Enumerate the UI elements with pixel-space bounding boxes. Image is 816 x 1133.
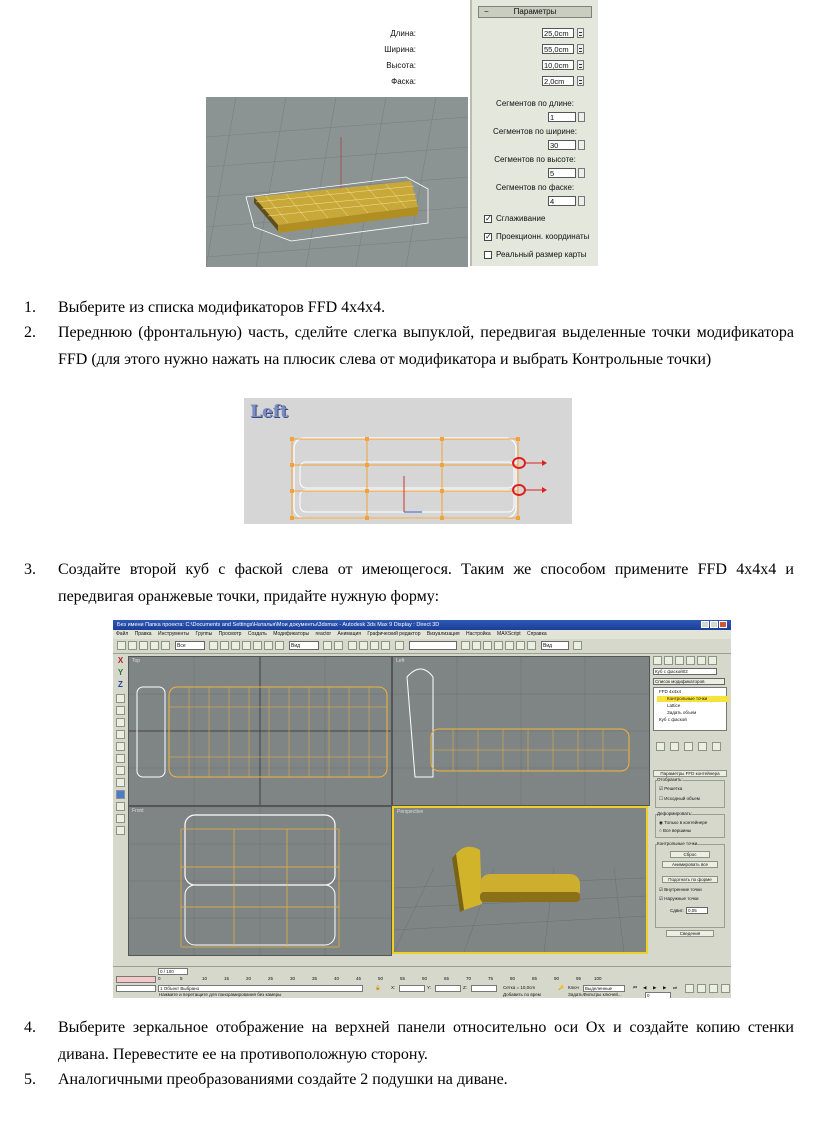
step-number: 1. (24, 299, 36, 316)
ruler-tick: 60 (422, 976, 428, 981)
real-world-map-label: Реальный размер карты (496, 250, 587, 259)
ruler-tick: 90 (554, 976, 560, 981)
display-tab-icon[interactable] (697, 656, 706, 665)
outside-points-checkbox[interactable]: ☑ Наружные точки (659, 896, 699, 901)
key-icon[interactable]: 🔑 (558, 985, 564, 990)
top-viewport[interactable] (128, 656, 392, 806)
axis-y-icon[interactable]: Y (117, 668, 124, 677)
ruler-tick: 80 (510, 976, 516, 981)
left-tool-column (113, 654, 127, 966)
region-select-icon[interactable] (231, 641, 240, 650)
selection-filter-select[interactable]: Все (175, 641, 205, 650)
maxscript-mini[interactable] (116, 985, 156, 992)
orbit-icon[interactable] (721, 984, 730, 993)
display-icon[interactable] (116, 814, 125, 823)
named-selection-sets-select[interactable] (409, 641, 457, 650)
minimize-icon[interactable] (701, 621, 709, 628)
lattice-label: Решетка (664, 786, 683, 791)
step-number: 2. (24, 324, 36, 341)
smooth-checkbox[interactable] (484, 213, 545, 224)
stack-item[interactable]: Куб с фаской (659, 717, 687, 722)
goto-end-icon[interactable]: ⏭ (673, 985, 678, 990)
ruler-tick: 75 (488, 976, 494, 981)
all-vertices-radio[interactable]: ○ Все вершины (659, 828, 692, 833)
menu-edit[interactable]: Правка (134, 631, 152, 637)
ruler-tick: 15 (224, 976, 230, 981)
motion-tab-icon[interactable] (686, 656, 695, 665)
viewport-label: Front (132, 808, 144, 814)
top-viewport-drawing (129, 657, 391, 805)
current-frame-input[interactable]: 0 (645, 992, 671, 998)
curve-editor-icon[interactable] (494, 641, 503, 650)
height-segs-label: Сегментов по высоте: (494, 155, 576, 164)
axis-constraint-icon[interactable] (116, 694, 125, 703)
reactor-icon[interactable] (116, 778, 125, 787)
menu-customize[interactable]: Настройка (466, 631, 491, 637)
all-vertices-label: Все вершины (662, 828, 692, 833)
angle-snap-icon[interactable] (359, 641, 368, 650)
axis-x-icon[interactable]: X (117, 656, 124, 665)
step-text: Аналогичными преобразованиями создайте 2 подушки на диване. (58, 1071, 508, 1088)
viewport-shading-icon[interactable] (116, 742, 125, 751)
scene-explorer-icon[interactable] (116, 718, 125, 727)
rollout-title: Параметры (513, 7, 557, 16)
ruler-tick: 100 (594, 976, 602, 981)
stack-item[interactable]: Lattice (667, 703, 681, 708)
spinner-icon[interactable] (578, 112, 585, 122)
reference-coord-select[interactable]: Вид (289, 641, 319, 650)
parameters-panel (384, 0, 598, 266)
window-crossing-icon[interactable] (242, 641, 251, 650)
render-icon[interactable] (116, 802, 125, 811)
spinner-icon[interactable] (577, 76, 584, 86)
menu-tools[interactable]: Инструменты (157, 631, 190, 637)
menu-file[interactable]: Файл (116, 631, 129, 637)
goto-start-icon[interactable]: ⏮ (633, 985, 638, 990)
remove-modifier-icon[interactable] (698, 742, 707, 751)
width-segs-label: Сегментов по ширине: (493, 127, 577, 136)
ruler-tick: 95 (576, 976, 582, 981)
hierarchy-tab-icon[interactable] (675, 656, 684, 665)
main-toolbar (113, 639, 731, 654)
render-type-select[interactable]: Вид (541, 641, 569, 650)
3dsmax-window (113, 620, 731, 998)
snap-icon[interactable] (348, 641, 357, 650)
perspective-viewport-drawing (394, 808, 646, 952)
add-time-tag[interactable]: Добавить по врем (503, 992, 541, 997)
close-icon[interactable] (719, 621, 727, 628)
link-icon[interactable] (139, 641, 148, 650)
param-fillet-input[interactable]: 2,0cm (542, 76, 574, 86)
front-viewport-drawing (129, 807, 391, 955)
material-editor-icon[interactable] (516, 641, 525, 650)
command-panel (650, 654, 731, 966)
pan-icon[interactable] (709, 984, 718, 993)
parameters-rollout-header[interactable] (478, 6, 592, 18)
modifier-stack (653, 687, 727, 731)
step-number: 5. (24, 1071, 36, 1088)
smooth-label: Сглаживание (496, 214, 546, 223)
next-frame-icon[interactable]: ▶ (663, 985, 667, 990)
ruler-tick: 25 (268, 976, 274, 981)
deform-group-label: Деформировать: (657, 811, 693, 816)
only-in-volume-radio[interactable]: ◉ Только в контейнере (659, 820, 708, 825)
viewport-title: Left (250, 402, 288, 422)
viewport-label: Perspective (397, 809, 424, 815)
ruler-tick: 50 (378, 976, 384, 981)
z-coord-label: Z: (463, 985, 467, 990)
menu-rendering[interactable]: Визуализация (426, 631, 460, 637)
axis-xy-icon[interactable] (116, 706, 125, 715)
only-in-volume-label: Только в контейнере (664, 820, 708, 825)
param-length-label: Длина: (390, 29, 416, 38)
ruler-tick: 10 (202, 976, 208, 981)
bind-spacewarp-icon[interactable] (161, 641, 170, 650)
play-icon[interactable]: ▶ (653, 985, 657, 990)
stack-item[interactable]: Задать объем (667, 710, 697, 715)
make-unique-icon[interactable] (684, 742, 693, 751)
display-group-label: Отобразить: (657, 777, 683, 782)
modifier-list-select[interactable]: Список модификаторов (653, 678, 725, 685)
display-group (655, 780, 725, 808)
select-by-name-icon[interactable] (220, 641, 229, 650)
menu-views[interactable]: Просмотр (218, 631, 242, 637)
layer-icon[interactable] (116, 730, 125, 739)
step-number: 4. (24, 1019, 36, 1036)
manipulate-icon[interactable] (334, 641, 343, 650)
maximize-icon[interactable] (710, 621, 718, 628)
menu-modifiers[interactable]: Модификаторы (273, 631, 310, 637)
conform-to-shape-button[interactable]: Подогнать по форме (662, 876, 718, 883)
menu-create[interactable]: Создать (247, 631, 267, 637)
active-tool-icon[interactable] (116, 790, 125, 799)
auto-key-label[interactable]: Ключ (568, 985, 579, 990)
menu-graph-editors[interactable]: Графический редактор (367, 631, 421, 637)
inside-points-checkbox[interactable]: ☑ Внутренние точки (659, 887, 702, 892)
left-viewport-image (244, 398, 572, 524)
ruler-tick: 85 (532, 976, 538, 981)
pivot-icon[interactable] (323, 641, 332, 650)
ruler-tick: 0 (158, 976, 161, 981)
window-title: Без имени Папка проекта: C:\Documents and Settings\Наталья\Мои документы\3dsmax - Autodesk 3ds Max 9 Display : Direct 3D (117, 622, 440, 628)
status-prompt: Нажмите и перетащите для панорамирования без камеры (159, 992, 282, 997)
ruler-tick: 65 (444, 976, 450, 981)
undo-icon[interactable] (117, 641, 126, 650)
ffd-lattice-drawing (244, 398, 572, 524)
ruler-tick: 35 (312, 976, 318, 981)
key-mode-select[interactable]: Выделенные (583, 985, 625, 992)
select-object-icon[interactable] (209, 641, 218, 650)
maxscript-listener[interactable] (116, 976, 156, 983)
edit-named-sets-icon[interactable] (395, 641, 404, 650)
checkbox-unchecked-icon (484, 251, 492, 259)
ffd-params-rollout[interactable]: Параметры FFD контейнера (653, 770, 727, 777)
width-segs-input[interactable]: 30 (548, 140, 576, 150)
quick-render-icon[interactable] (573, 641, 582, 650)
mirror-icon[interactable] (461, 641, 470, 650)
spinner-icon[interactable] (577, 60, 584, 70)
bottom-status-area (113, 966, 731, 998)
status-selected: 1 Объект Выбрано (158, 985, 363, 992)
menu-bar (113, 630, 731, 639)
prev-frame-icon[interactable]: ◀ (643, 985, 647, 990)
viewport-label: Top (132, 658, 141, 664)
set-key-label[interactable]: Задать (568, 992, 583, 997)
chamfer-box-render (206, 97, 468, 267)
x-coord-label: X: (391, 985, 396, 990)
ruler-tick: 70 (466, 976, 472, 981)
select-move-icon[interactable] (253, 641, 262, 650)
ruler-tick: 20 (246, 976, 252, 981)
grid-size-text: Сетка = 10,0cm (503, 985, 536, 990)
schematic-view-icon[interactable] (505, 641, 514, 650)
spinner-snap-icon[interactable] (381, 641, 390, 650)
menu-animation[interactable]: Анимация (337, 631, 361, 637)
offset-label: Сдвиг: (670, 908, 684, 913)
spinner-icon[interactable] (577, 44, 584, 54)
y-coord-input[interactable] (435, 985, 461, 992)
mapping-coords-label: Проекционн. координаты (496, 232, 590, 241)
viewport-image-chamfer-box (206, 97, 468, 267)
stack-item[interactable]: FFD 4x4x4 (659, 689, 682, 694)
play-icon[interactable] (116, 826, 125, 835)
left-viewport[interactable] (392, 656, 650, 806)
source-volume-checkbox[interactable]: ☐ Исходный объем (659, 796, 700, 801)
percent-snap-icon[interactable] (370, 641, 379, 650)
offset-input[interactable]: 0,05 (686, 907, 708, 914)
mapping-coords-checkbox[interactable] (484, 231, 589, 242)
graphite-icon[interactable] (116, 754, 125, 763)
spinner-icon[interactable] (578, 140, 585, 150)
object-name-input[interactable]: Куб с фаской02 (653, 668, 717, 675)
step-text: Переднюю (фронтальную) часть, сделйте слегка выпуклой, передвигая выделенные точки модификатора FFD (для этого нужно нажать на плюсик слева от модификатора и выбрать Контрольные точки) (58, 324, 794, 368)
x-coord-input[interactable] (399, 985, 425, 992)
left-viewport-drawing (393, 657, 649, 805)
pin-stack-icon[interactable] (656, 742, 665, 751)
menu-maxscript[interactable]: MAXScript (497, 631, 521, 637)
animate-all-button[interactable]: Анимировать все (662, 861, 718, 868)
window-titlebar (113, 620, 731, 630)
lattice-checkbox[interactable]: ☑ Решетка (659, 786, 683, 791)
length-segs-label: Сегментов по длине: (496, 99, 574, 108)
render-setup-icon[interactable] (527, 641, 536, 650)
height-segs-input[interactable]: 5 (548, 168, 576, 178)
spinner-icon[interactable] (578, 168, 585, 178)
param-height-input[interactable]: 10,0cm (542, 60, 574, 70)
ruler-tick: 40 (334, 976, 340, 981)
ruler-tick: 5 (180, 976, 183, 981)
ruler-tick: 55 (400, 976, 406, 981)
fillet-segs-input[interactable]: 4 (548, 196, 576, 206)
redo-icon[interactable] (128, 641, 137, 650)
ruler-tick: 30 (290, 976, 296, 981)
real-world-map-checkbox[interactable] (484, 249, 587, 260)
layer-manager-icon[interactable] (483, 641, 492, 650)
menu-group[interactable]: Группы (195, 631, 213, 637)
time-slider[interactable]: 0 / 100 (158, 968, 188, 975)
param-height-label: Высота: (386, 61, 416, 70)
step-number: 3. (24, 561, 36, 578)
length-segs-input[interactable]: 1 (548, 112, 576, 122)
perspective-viewport[interactable] (392, 806, 648, 954)
reset-button[interactable]: Сброс (670, 851, 710, 858)
rollout-collapse-icon: − (484, 7, 489, 16)
about-button[interactable]: Сведения (666, 930, 714, 937)
control-points-group-label: Контрольные точки (657, 841, 698, 846)
param-width-label: Ширина: (384, 45, 416, 54)
step-text: Создайте второй куб с фаской слева от имеющегося. Таким же способом примените FFD 4x4x4 и передвигая оранжевые точки, придайте нужную форму: (58, 561, 794, 605)
axis-z-icon[interactable]: Z (118, 680, 123, 689)
select-rotate-icon[interactable] (264, 641, 273, 650)
ruler-tick: 45 (356, 976, 362, 981)
unlink-icon[interactable] (150, 641, 159, 650)
step-text: Выберите зеркальное отображение на верхней панели относительно оси Ox и создайте копию стенки дивана. Перевестите ее на противоположную сторону. (58, 1019, 794, 1063)
front-viewport[interactable] (128, 806, 392, 956)
configure-sets-icon[interactable] (712, 742, 721, 751)
deform-group (655, 814, 725, 838)
zoom-icon[interactable] (685, 984, 694, 993)
z-coord-input[interactable] (471, 985, 497, 992)
param-width-input[interactable]: 55,0cm (542, 44, 574, 54)
zoom-all-icon[interactable] (697, 984, 706, 993)
timeline-ruler (158, 976, 628, 984)
key-filters-button[interactable]: Фильтры ключей... (583, 992, 622, 997)
utilities-tab-icon[interactable] (708, 656, 717, 665)
modify-tab-icon[interactable] (664, 656, 673, 665)
source-volume-label: Исходный объем (664, 796, 700, 801)
viewport-label: Left (396, 658, 405, 664)
checkbox-checked-icon (484, 215, 492, 223)
checkbox-checked-icon (484, 233, 492, 241)
create-tab-icon[interactable] (653, 656, 662, 665)
show-end-result-icon[interactable] (670, 742, 679, 751)
align-icon[interactable] (472, 641, 481, 650)
param-fillet-label: Фаска: (391, 77, 416, 86)
stack-item-selected[interactable]: Контрольные точки (657, 696, 729, 702)
step-text: Выберите из списка модификаторов FFD 4x4x4. (58, 299, 386, 316)
hierarchy-icon[interactable] (116, 766, 125, 775)
outside-points-label: Наружные точки (664, 896, 699, 901)
y-coord-label: Y: (427, 985, 432, 990)
select-scale-icon[interactable] (275, 641, 284, 650)
inside-points-label: Внутренние точки (664, 887, 702, 892)
spinner-icon[interactable] (578, 196, 585, 206)
fillet-segs-label: Сегментов по фаске: (495, 183, 575, 192)
param-length-input[interactable]: 25,0cm (542, 28, 574, 38)
spinner-icon[interactable] (577, 28, 584, 38)
lock-icon[interactable]: 🔒 (375, 985, 381, 990)
menu-reactor[interactable]: reactor (315, 631, 332, 637)
menu-help[interactable]: Справка (527, 631, 547, 637)
